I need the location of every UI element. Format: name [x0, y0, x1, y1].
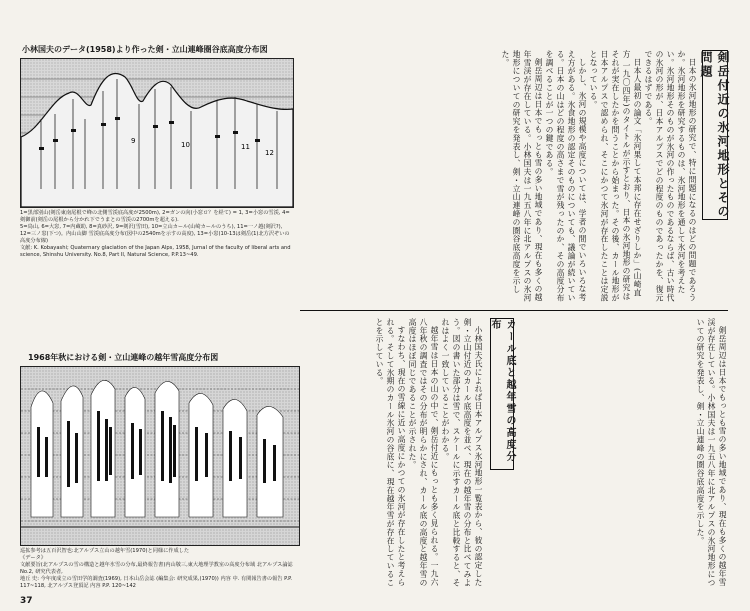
figure1-chart: [20, 58, 294, 208]
column-divider: [300, 310, 728, 311]
section2-paragraph: 越年雪は日本の山の中で、剣岳付近にもっとも多く見られる。一九六八年秋の調査ではその分布が明らかにされ、カール底の高度と越年雪の高度はほぼ同じであることが示された。: [408, 318, 439, 587]
section1-paragraph: 日本人最初の論文「氷河果して本邦に存在せざりしか」(山崎直方 一九〇四年)のタイトルが示すとおり、日本の氷河地形の研究はそれが実在したかを問うことから始まった。その後、カール地形が日本アルプスで認められ、そこにかつて氷河が存在したことは定説となっている。: [589, 50, 642, 302]
fig2-caption-line: 文献要旨(北アルプスの雪の構造と越年氷雪の分布,最終報告書)内山敬三,東大地理学教室の高度分布域 北アルプス論誌No.2, 研究代表者,: [20, 562, 293, 575]
section1-paragraph: 剣岳周辺は日本でもっとも雪の多い地域であり、現在も多くの越年雪渓が存在している。小林国夫は一九五八年に北アルプスの氷河地形についての研究を発表し、剣・立山連峰の圏谷底高度を示した。: [696, 318, 727, 587]
section1-body: [300, 50, 698, 304]
section1-paragraph: 剣岳周辺は日本でもっとも雪の多い地域であり、現在も多くの越年雪渓が存在している。小林国夫は一九五八年に北アルプスの氷河地形についての研究を発表し、剣・立山連峰の圏谷底高度を示した。: [501, 50, 543, 302]
section1-paragraph: しかし、氷河の規模や高度については、学者の間でいろいろな考え方がある。氷食地形の認定そのものについても、議論が続いている。日本の山はどの程度の高さまで雪が残ったのか、その高度分布を調べることが一つの鍵である。: [545, 50, 587, 302]
fig2-caption-line: 地丘 史: 今年度成立の雪田学的調査(1969), 日本山岳会誌 (編集会: 研究成果,(1970)) 内容 中. 有関報告書の報告 P.P. 117~118, 北アルプス登頂記 内容 P.P. 120~142: [20, 576, 293, 589]
fig1-caption-line: 5=鳥山, 6=大窓, 7=内蔵助, 8=真砂沢, 9=剣沢(雪田), 10=立山カール(山崎カールのうち), 11=一ノ越(剣沢?), 12=三ノ窓(下つ)。内山山脚 雪渓底高度分布(図中の2540mを示すの高度), 13=小窓(10-13は剣岳(1)北方沢ぞいの高度分布線): [20, 224, 290, 244]
figure2-title: 1968年秋における剣・立山連峰の越年雪高度分布図: [28, 353, 219, 362]
figure1-caption: [20, 210, 292, 259]
section2-paragraph: 小林国夫氏によれば日本アルプス氷河地形一覧表から、彼の認定した剣・立山付近のカール底高度を並べ、現在の越年雪の分布と比べてみよう。図の書いた部分は雪で、スケールに示すカール底と比較すると、それはよく一致していることがわかる。: [441, 318, 483, 587]
fig1-caption-line: 文献: K. Kobayashi; Quaternary glaciation of the Japan Alps, 1958, Jurnal of the faculty of liberal arts and science, Shinshu University. No.8, Part II, Natural Science, P.P.13~49.: [20, 245, 291, 258]
section2-body: [300, 318, 484, 588]
section2-heading: カール底と越年雪の高度分布: [490, 318, 514, 470]
figure2-caption: [20, 548, 298, 590]
fig1-caption-line: 1=黒部別山(剣岳東南尾根で峰の北側雪渓底高度が2500m), 2=ガンの向(小窓ロ？を経て) = 1, 3=小窓の雪渓, 4=剣御前(剣岳の尾根から分かれ下でうまとの雪渓の2700mを超える).: [20, 210, 290, 223]
figure1-svg: [21, 59, 293, 207]
figure2-chart: [20, 366, 300, 546]
spacer: [494, 536, 514, 550]
section1-heading: 剣岳付近の氷河地形とその問題: [699, 51, 730, 219]
fig1-label-10: 10: [181, 141, 190, 149]
fig2-caption-line: 《データ》: [20, 555, 46, 561]
figure1-title: 小林国夫のデータ(1958)より作った剣・立山連峰圏谷底高度分布図: [22, 45, 268, 54]
section2-paragraph: すなわち、現在の雪線に近い高度にかつての氷河が存在したと考えられる。そして氷期のカール氷河の谷底に、現在越年雪が存在していることを示している。: [375, 318, 406, 587]
fig1-label-11: 11: [241, 143, 250, 151]
fig1-label-12: 12: [265, 149, 274, 157]
page-number: 37: [20, 596, 33, 606]
section1-continued: [520, 318, 728, 588]
figure2-svg: [21, 367, 299, 545]
section1-paragraph: 日本の氷河地形の研究で、特に問題になるのはどの問題であろうか。氷河地形を研究するものは、氷河地形を通して氷河を考えたい。氷河地形そのものが氷河の作ったものであるならば、古い時代の氷河の形が、日本アルプスでどの程度のものであったかを、復元できるはずである。: [644, 50, 697, 302]
fig1-label-9: 9: [131, 137, 136, 145]
fig2-caption-line: 巡拡参考は五百沢智也:北アルプス立山の越年雪(1970)と同様に作成した: [20, 548, 190, 554]
